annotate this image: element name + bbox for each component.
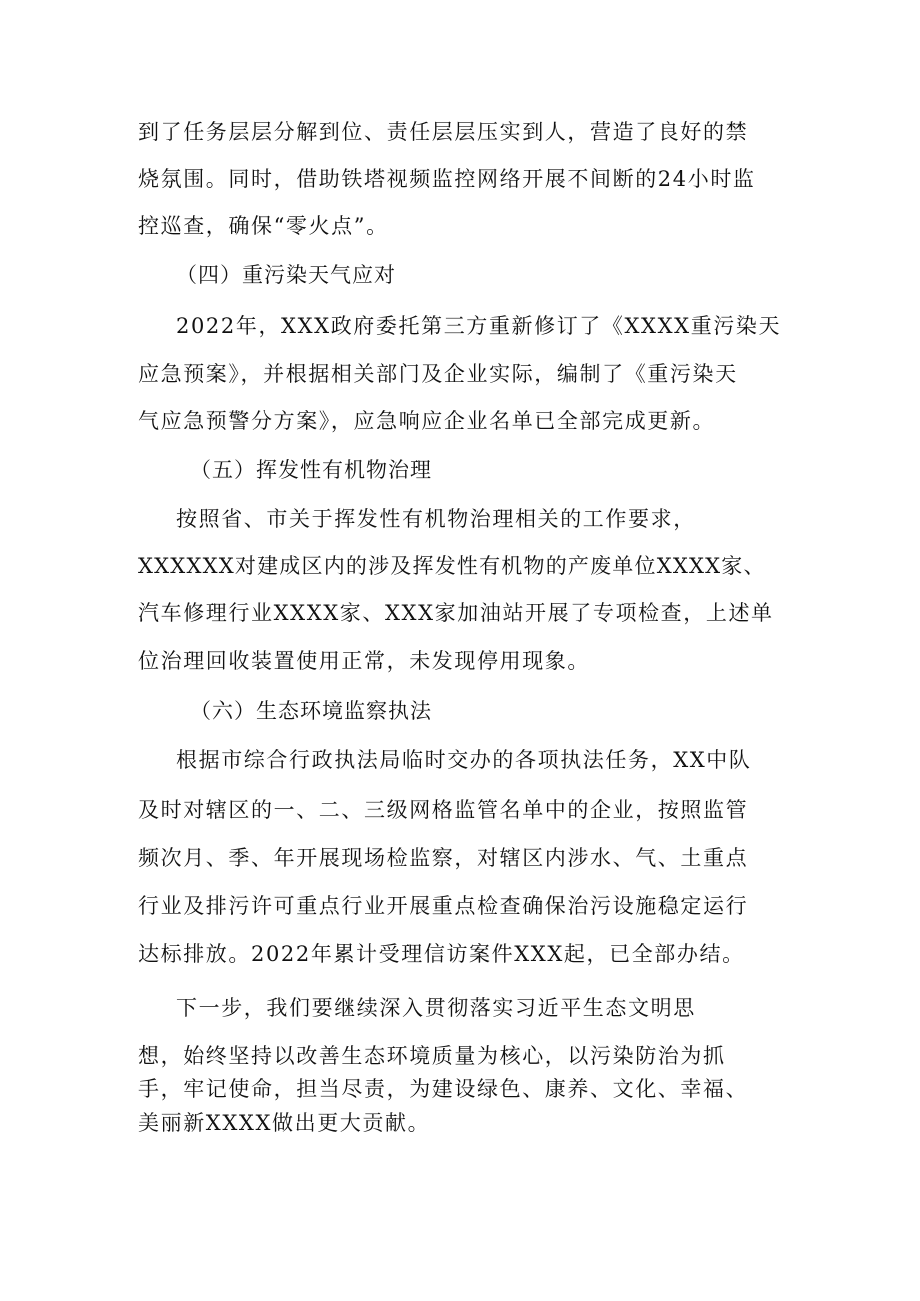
body-text-line: 气应急预警分方案》，应急响应企业名单已全部完成更新。 [138, 409, 716, 433]
body-text-line: 及时对辖区的一、二、三级网格监管名单中的企业，按照监管 [138, 798, 749, 822]
section-heading: （四）重污染天气应对 [176, 263, 396, 287]
section-heading: （五）挥发性有机物治理 [190, 458, 432, 482]
body-text-line: 根据市综合行政执法局临时交办的各项执法任务，XX中队 [176, 748, 752, 772]
body-text-line: 频次月、季、年开展现场检监察，对辖区内涉水、气、土重点 [138, 846, 749, 870]
body-text-line: 烧氛围。同时，借助铁塔视频监控网络开展不间断的24小时监 [138, 167, 756, 191]
body-text-line: 行业及排污许可重点行业开展重点检查确保治污设施稳定运行 [138, 894, 749, 918]
body-text-line: 想，始终坚持以改善生态环境质量为核心，以污染防治为抓 [138, 1044, 726, 1068]
body-text-line: XXXXXX对建成区内的涉及挥发性有机物的产废单位XXXX家、 [138, 554, 766, 578]
body-text-line: 手，牢记使命，担当尽责，为建设绿色、康养、文化、幸福、 [138, 1077, 749, 1101]
body-text-line: 按照省、市关于挥发性有机物治理相关的工作要求， [176, 507, 696, 531]
body-text-line: 位治理回收装置使用正常，未发现停用现象。 [138, 649, 590, 673]
body-text-line: 达标排放。2022年累计受理信访案件XXX起，已全部办结。 [138, 942, 745, 966]
body-text-line: 控巡查，确保“零火点”。 [138, 214, 389, 238]
body-text-line: 下一步，我们要继续深入贯彻落实习近平生态文明思 [176, 996, 696, 1020]
body-text-line: 美丽新XXXX做出更大贡献。 [138, 1111, 431, 1135]
body-text-line: 应急预案》，并根据相关部门及企业实际，编制了《重污染天 [138, 362, 738, 386]
body-text-line: 到了任务层层分解到位、责任层层压实到人，营造了良好的禁 [138, 120, 749, 144]
section-heading: （六）生态环境监察执法 [190, 699, 432, 723]
body-text-line: 2022年，XXX政府委托第三方重新修订了《XXXX重污染天 [176, 314, 782, 338]
body-text-line: 汽车修理行业XXXX家、XXX家加油站开展了专项检查，上述单 [138, 601, 774, 625]
